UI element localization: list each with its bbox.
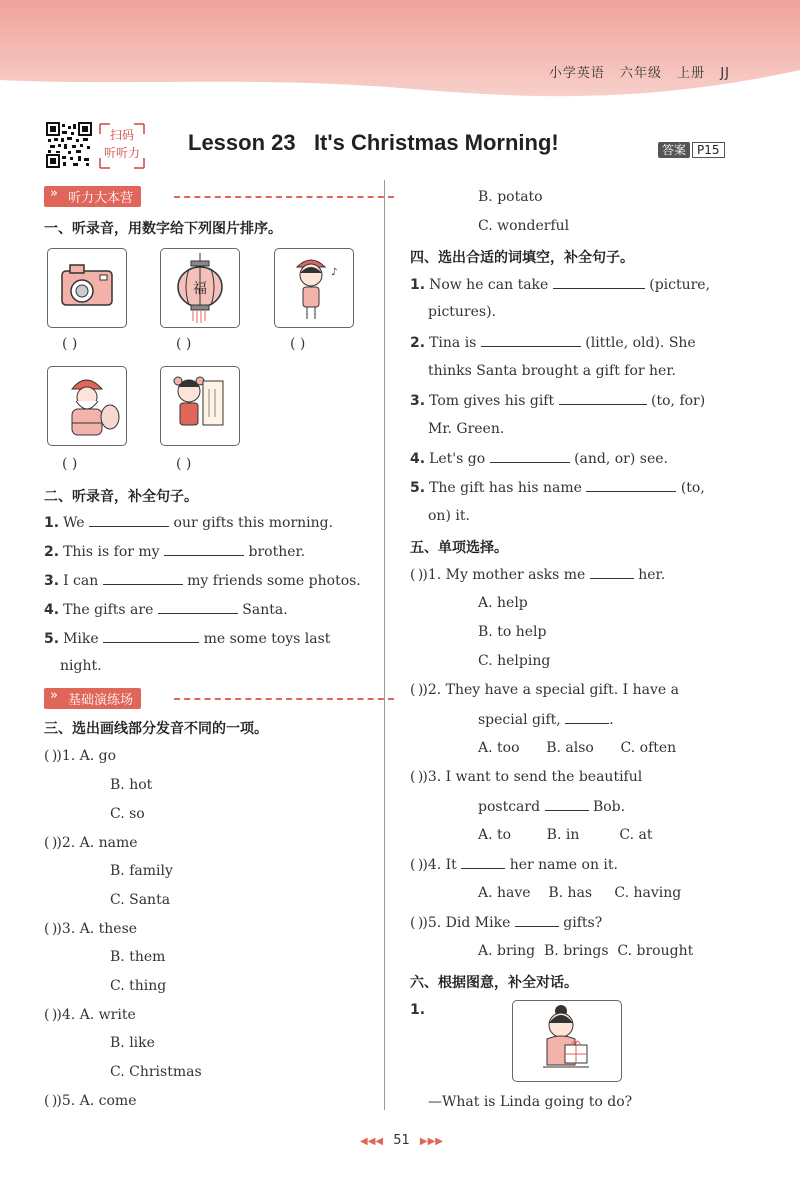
s5-question-3: ( ))3. I want to send the beautiful xyxy=(410,769,643,785)
s3-option-c: C. so xyxy=(110,806,145,822)
girl-singing-icon xyxy=(275,249,353,327)
s5-options-2: A. too B. also C. often xyxy=(478,740,677,756)
answer-blank[interactable] xyxy=(490,450,570,463)
boy-scroll-picture xyxy=(160,366,240,446)
section-6-title: 六、根据图意，补全对话。 xyxy=(410,975,578,991)
answer-blank[interactable] xyxy=(461,856,505,869)
answer-blank[interactable] xyxy=(545,798,589,811)
answer-blank[interactable] xyxy=(515,914,559,927)
answer-paren[interactable]: ( ) xyxy=(290,336,306,352)
lantern-icon xyxy=(161,249,239,327)
answer-blank[interactable] xyxy=(559,392,647,405)
section-3-title: 三、选出画线部分发音不同的一项。 xyxy=(44,721,268,737)
answer-paren[interactable]: ( ) xyxy=(62,456,78,472)
camera-picture xyxy=(47,248,127,328)
s4-question-1: 1. Now he can take (picture, xyxy=(410,277,711,293)
s3-option-b: B. family xyxy=(110,863,173,879)
answer-paren[interactable]: ( ) xyxy=(44,921,57,937)
scan-label-line2: 听听力 xyxy=(103,146,140,160)
arrow-icon: » xyxy=(50,688,58,703)
s2-question-5: 5. Mike me some toys last xyxy=(44,631,331,647)
s3-option-b: B. like xyxy=(110,1035,155,1051)
s3-option-b: B. potato xyxy=(478,189,543,205)
answer-paren[interactable]: ( ) xyxy=(44,1093,57,1109)
s3-question-4: ( ))4. A. write xyxy=(44,1007,136,1023)
linda-picture xyxy=(512,1000,622,1082)
listening-banner xyxy=(44,186,364,206)
santa-picture xyxy=(47,366,127,446)
column-divider xyxy=(384,180,385,1110)
answer-badge[interactable] xyxy=(658,141,725,158)
s4-question-2: 2. Tina is (little, old). She xyxy=(410,335,696,351)
s2-question-5-cont: night. xyxy=(60,658,102,674)
answer-paren[interactable]: ( ) xyxy=(176,336,192,352)
s5-options-4: A. have B. has C. having xyxy=(478,885,682,901)
s5-options-3: A. to B. in C. at xyxy=(478,827,653,843)
lesson-title: Lesson 23 It's Christmas Morning! xyxy=(188,130,559,155)
s3-option-b: B. them xyxy=(110,949,166,965)
answer-paren[interactable]: ( ) xyxy=(410,682,423,698)
section-1-title: 一、听录音，用数字给下列图片排序。 xyxy=(44,221,282,237)
answer-blank[interactable] xyxy=(158,601,238,614)
section-4-title: 四、选出合适的词填空，补全句子。 xyxy=(410,250,634,266)
basic-banner xyxy=(44,688,364,708)
page-number xyxy=(360,1133,443,1148)
s3-option-c: C. Christmas xyxy=(110,1064,202,1080)
s5-question-2: ( ))2. They have a special gift. I have a xyxy=(410,682,679,698)
answer-blank[interactable] xyxy=(553,276,645,289)
page-number-value: 51 xyxy=(393,1133,410,1148)
s3-question-3: ( ))3. A. these xyxy=(44,921,138,937)
answer-blank[interactable] xyxy=(590,566,634,579)
answer-blank[interactable] xyxy=(164,543,244,556)
s3-option-c: C. Santa xyxy=(110,892,171,908)
s5-options-5: A. bring B. brings C. brought xyxy=(478,943,694,959)
banner-label: 基础演练场 xyxy=(68,693,134,708)
s3-option-c: C. wonderful xyxy=(478,218,570,234)
s4-question-5: 5. The gift has his name (to, xyxy=(410,480,705,496)
answer-paren[interactable]: ( ) xyxy=(62,336,78,352)
answer-blank[interactable] xyxy=(103,572,183,585)
s4-question-4: 4. Let's go (and, or) see. xyxy=(410,451,668,467)
s5-option-b: B. to help xyxy=(478,624,547,640)
s3-option-c: C. thing xyxy=(110,978,167,994)
triangle-left-icon: ◀◀◀ xyxy=(360,1136,384,1147)
qr-code[interactable] xyxy=(46,122,92,168)
answer-paren[interactable]: ( ) xyxy=(44,1007,57,1023)
girl-wrapping-gift-icon xyxy=(513,1001,621,1081)
s4-question-1-cont: pictures). xyxy=(428,304,496,320)
answer-paren[interactable]: ( ) xyxy=(410,769,423,785)
lantern-picture xyxy=(160,248,240,328)
s2-question-2: 2. This is for my brother. xyxy=(44,544,306,560)
banner-label: 听力大本营 xyxy=(68,191,134,206)
section-2-title: 二、听录音，补全句子。 xyxy=(44,489,198,505)
santa-icon xyxy=(48,367,126,445)
answer-paren[interactable]: ( ) xyxy=(410,857,423,873)
s6-question-number: 1. xyxy=(410,1002,426,1018)
s6-dialog-line: —What is Linda going to do? xyxy=(428,1094,633,1110)
s5-question-2-cont: special gift, . xyxy=(478,712,614,728)
s5-option-a: A. help xyxy=(478,595,528,611)
s4-question-3: 3. Tom gives his gift (to, for) xyxy=(410,393,706,409)
answer-blank[interactable] xyxy=(586,479,676,492)
s4-question-5-cont: on) it. xyxy=(428,508,470,524)
answer-page: P15 xyxy=(692,142,725,158)
answer-paren[interactable]: ( ) xyxy=(176,456,192,472)
answer-paren[interactable]: ( ) xyxy=(410,915,423,931)
answer-paren[interactable]: ( ) xyxy=(44,835,57,851)
s3-option-b: B. hot xyxy=(110,777,153,793)
svg-text:♪: ♪ xyxy=(331,267,338,278)
scan-label-line1: 扫码 xyxy=(109,128,134,142)
s2-question-4: 4. The gifts are Santa. xyxy=(44,602,288,618)
s4-question-3-cont: Mr. Green. xyxy=(428,421,505,437)
header-band xyxy=(0,0,800,110)
girl-singing-picture xyxy=(274,248,354,328)
banner-dash-line xyxy=(174,698,394,700)
answer-label: 答案 xyxy=(658,142,690,158)
s3-question-5: ( ))5. A. come xyxy=(44,1093,137,1109)
triangle-right-icon: ▶▶▶ xyxy=(419,1136,443,1147)
s2-question-1: 1. We our gifts this morning. xyxy=(44,515,334,531)
s5-question-5: ( ))5. Did Mike gifts? xyxy=(410,915,603,931)
s5-question-3-cont: postcard Bob. xyxy=(478,799,626,815)
s5-option-c: C. helping xyxy=(478,653,551,669)
answer-blank[interactable] xyxy=(103,630,199,643)
s4-question-2-cont: thinks Santa brought a gift for her. xyxy=(428,363,676,379)
s3-question-1: ( ))1. A. go xyxy=(44,748,117,764)
answer-paren[interactable]: ( ) xyxy=(410,567,423,583)
answer-blank[interactable] xyxy=(481,334,581,347)
s5-question-4: ( ))4. It her name on it. xyxy=(410,857,618,873)
banner-dash-line xyxy=(174,196,394,198)
book-meta: 小学英语 六年级 上册 JJ xyxy=(548,66,730,81)
arrow-icon: » xyxy=(50,186,58,201)
s3-question-2: ( ))2. A. name xyxy=(44,835,138,851)
answer-blank[interactable] xyxy=(565,711,609,724)
camera-icon xyxy=(48,249,126,327)
answer-blank[interactable] xyxy=(89,514,169,527)
s5-question-1: ( ))1. My mother asks me her. xyxy=(410,567,666,583)
section-5-title: 五、单项选择。 xyxy=(410,540,508,556)
s2-question-3: 3. I can my friends some photos. xyxy=(44,573,361,589)
svg-text:福: 福 xyxy=(193,281,207,297)
answer-paren[interactable]: ( ) xyxy=(44,748,57,764)
scan-listen-label xyxy=(98,122,146,174)
boy-scroll-icon xyxy=(161,367,239,445)
